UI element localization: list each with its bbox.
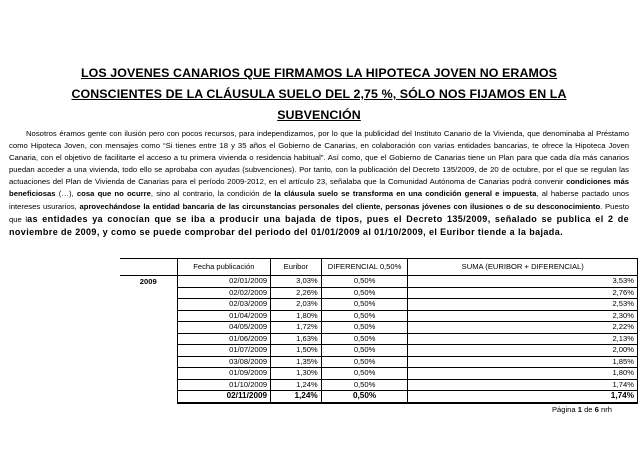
- year-cell: [120, 356, 177, 368]
- fecha-cell: 01/09/2009: [177, 368, 271, 380]
- euribor-cell: 2,03%: [271, 299, 322, 311]
- suma-cell: 2,00%: [408, 345, 638, 357]
- year-cell: [120, 287, 177, 299]
- fecha-cell: 02/02/2009: [177, 287, 271, 299]
- euribor-cell: 1,50%: [271, 345, 322, 357]
- suma-cell: 1,74%: [408, 391, 638, 403]
- suma-cell: 2,22%: [408, 322, 638, 334]
- fecha-cell: 01/04/2009: [177, 310, 271, 322]
- year-cell: [120, 391, 177, 403]
- title-line-2: CONSCIENTES DE LA CLÁUSULA SUELO DEL 2,75 %, SÓLO NOS FIJAMOS EN LA: [71, 87, 567, 101]
- diferencial-cell: 0,50%: [321, 333, 408, 345]
- euribor-cell: 1,24%: [271, 379, 322, 391]
- diferencial-cell: 0,50%: [321, 345, 408, 357]
- table-row: [120, 333, 638, 345]
- paragraph-emphasis: as entidades ya conocían que se iba a producir una bajada de tipos, pues el Decreto 135/2009, señalado se publica el 2 de noviembre de 2009, y como se puede comprobar del periodo del 01/01/2009 al 01/10/2009, el Euribor tiende a la bajada.: [9, 213, 630, 237]
- year-cell: 2009: [139, 276, 157, 286]
- paragraph-text: Nosotros éramos gente con ilusión pero con pocos recursos, para independizarnos, por lo que la publicidad del Instituto Canario de la Vivienda, que denominaba al Préstamo como Hipoteca Joven, con mensajes como “Si tienes entre 18 y 35 años el Gobierno de Canarias, en colaboración con varias entidades bancarias, te ofrece la Hipoteca Joven Canaria, con el objetivo de facilitarte el acceso a tu primera vivienda o residencia habitual”. Así como, que el Gobierno de Canarias tiene un Plan para que cada día más canarios puedan acceder a una vivienda, todo ello se aprobaba con ayudas (subvenciones). Por tanto, con la publicación del Decreto 135/2009, de 20 de octubre, por el que se regulan las actuaciones del Plan de Vivienda de Canarias para el período 2009-2012, en el artículo 23, señalaba que la Comunidad Autónoma de Canarias podrá convenir: [9, 129, 629, 187]
- year-cell: [120, 299, 177, 311]
- suma-cell: 2,76%: [408, 287, 638, 299]
- year-header-cell: [120, 259, 177, 276]
- fecha-cell: 01/10/2009: [177, 379, 271, 391]
- suma-cell: 2,53%: [408, 299, 638, 311]
- year-cell: [120, 368, 177, 380]
- fecha-cell: 03/08/2009: [177, 356, 271, 368]
- fecha-cell: 01/07/2009: [177, 345, 271, 357]
- body-paragraph: [9, 128, 629, 239]
- suma-cell: 1,80%: [408, 368, 638, 380]
- table-header-row: [120, 259, 638, 276]
- table-row: [120, 276, 638, 288]
- euribor-cell: 1,24%: [271, 391, 322, 403]
- page-suffix: nrh: [601, 405, 612, 414]
- diferencial-cell: 0,50%: [321, 299, 408, 311]
- diferencial-cell: 0,50%: [321, 391, 408, 403]
- page-total: 6: [594, 405, 599, 414]
- euribor-table: [120, 258, 638, 404]
- paragraph-bold: condiciones más beneficiosas: [9, 177, 630, 199]
- diferencial-cell: 0,50%: [321, 322, 408, 334]
- diferencial-cell: 0,50%: [321, 276, 408, 288]
- year-cell: [120, 345, 177, 357]
- paragraph-text: , al haberse pactado unos intereses usurarios,: [9, 189, 630, 211]
- paragraph-text: . Puesto que l: [9, 201, 629, 224]
- euribor-cell: 1,72%: [271, 322, 322, 334]
- header-euribor: Euribor: [271, 259, 322, 276]
- diferencial-cell: 0,50%: [321, 287, 408, 299]
- fecha-cell: 01/06/2009: [177, 333, 271, 345]
- paragraph-bold: aprovechándose la entidad bancaria de las circunstancias personales del cliente, personas jóvenes con ilusiones o de su desconocimiento: [79, 201, 601, 211]
- paragraph-text: , sino al contrario, la condición de: [150, 189, 275, 199]
- euribor-cell: 3,03%: [271, 276, 322, 288]
- table-row: [120, 310, 638, 322]
- page-number: 1: [577, 405, 582, 414]
- diferencial-cell: 0,50%: [321, 379, 408, 391]
- title-line-1: LOS JOVENES CANARIOS QUE FIRMAMOS LA HIPOTECA JOVEN NO ERAMOS: [80, 66, 558, 80]
- year-cell: [120, 333, 177, 345]
- header-suma: SUMA (EURIBOR + DIFERENCIAL): [408, 259, 638, 276]
- paragraph-text: (…),: [55, 189, 77, 199]
- header-fecha: Fecha publicación: [177, 259, 271, 276]
- table-row: [120, 299, 638, 311]
- year-cell: [120, 379, 177, 391]
- euribor-cell: 2,26%: [271, 287, 322, 299]
- year-cell: [120, 322, 177, 334]
- fecha-cell: 02/03/2009: [177, 299, 271, 311]
- fecha-cell: 02/01/2009: [177, 276, 271, 288]
- paragraph-bold: la cláusula suelo se transforma en una condición general e impuesta: [274, 189, 537, 199]
- page-label: Página: [551, 405, 576, 414]
- diferencial-cell: 0,50%: [321, 310, 408, 322]
- suma-cell: 2,30%: [408, 310, 638, 322]
- suma-cell: 1,74%: [408, 379, 638, 391]
- fecha-cell: 02/11/2009: [177, 391, 271, 403]
- suma-cell: 2,13%: [408, 333, 638, 345]
- table-row: [120, 356, 638, 368]
- euribor-cell: 1,63%: [271, 333, 322, 345]
- table-row: [120, 322, 638, 334]
- fecha-cell: 04/05/2009: [177, 322, 271, 334]
- table-row: [120, 287, 638, 299]
- header-diferencial: DIFERENCIAL 0,50%: [321, 259, 408, 276]
- euribor-cell: 1,35%: [271, 356, 322, 368]
- page-footer: [552, 405, 612, 414]
- suma-cell: 1,85%: [408, 356, 638, 368]
- diferencial-cell: 0,50%: [321, 368, 408, 380]
- table-row: [120, 379, 638, 391]
- euribor-cell: 1,30%: [271, 368, 322, 380]
- table-row: [120, 368, 638, 380]
- page-of-label: de: [584, 405, 593, 414]
- paragraph-bold: cosa que no ocurre: [76, 189, 151, 199]
- diferencial-cell: 0,50%: [321, 356, 408, 368]
- suma-cell: 3,53%: [408, 276, 638, 288]
- euribor-cell: 1,80%: [271, 310, 322, 322]
- year-cell: [120, 310, 177, 322]
- title-line-3: SUBVENCIÓN: [277, 108, 361, 122]
- table-row: [120, 345, 638, 357]
- table-row: [120, 391, 638, 403]
